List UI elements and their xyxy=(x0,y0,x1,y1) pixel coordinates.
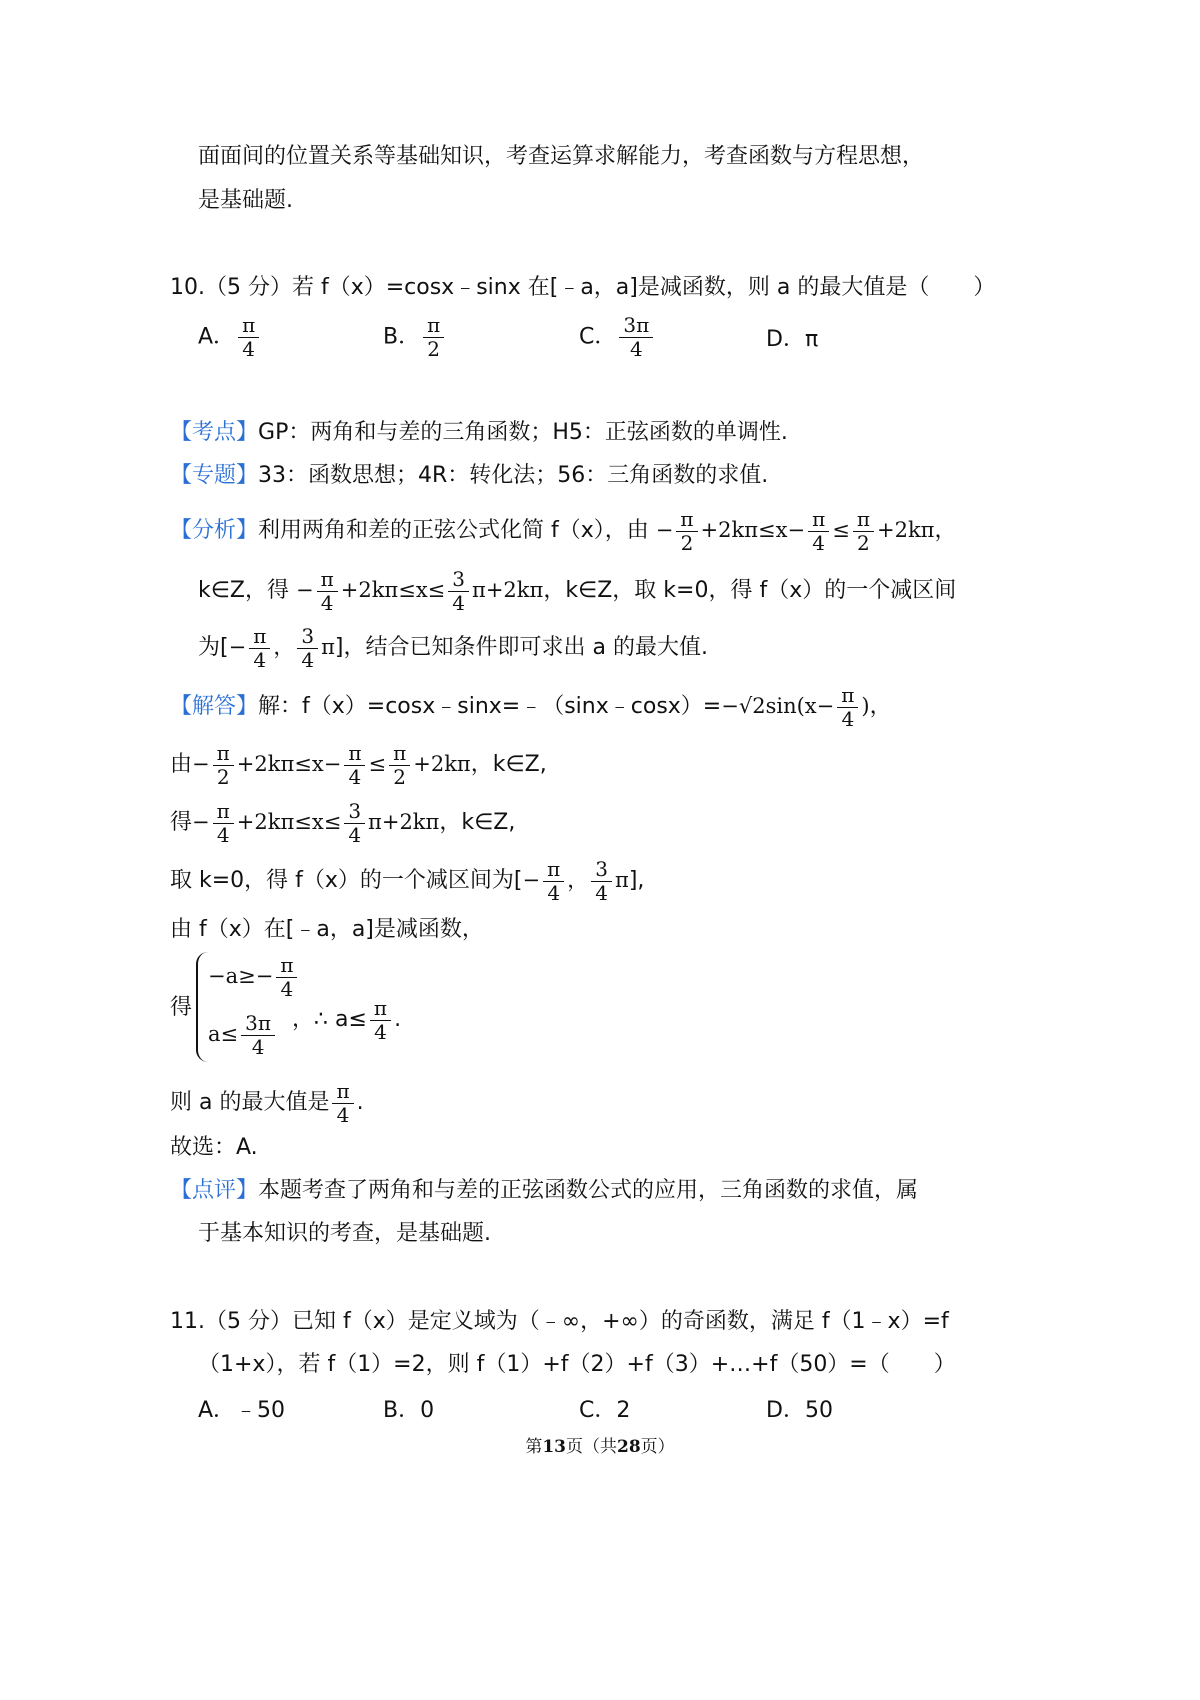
jieda-tag: 【解答】 xyxy=(170,694,259,719)
q10-sol-max: 则 a 的最大值是 $\frac{\pi}{4}$ . xyxy=(170,1079,364,1127)
q10-sol-step-2: 得− $\frac{\pi}{4}$ +2kπ≤x≤ $\frac{3}{4}$ π+2kπ，k∈Z, xyxy=(170,799,516,847)
prev-text-line-1: 面面间的位置关系等基础知识，考查运算求解能力，考查函数与方程思想， xyxy=(198,144,925,169)
q10-option-a[interactable]: A． $\frac{\pi}{4}$ xyxy=(198,314,262,361)
q10-sol-de-label: 得 xyxy=(170,995,193,1020)
prev-text-line-2: 是基础题. xyxy=(198,188,293,213)
page-number: 13 xyxy=(542,1437,566,1457)
q10-sol-step-3: 取 k=0，得 f（x）的一个减区间为[− $\frac{\pi}{4}$ ， $\frac{3}{4}$ π], xyxy=(170,857,645,905)
page-footer: 第13页（共28页） xyxy=(525,1437,675,1457)
fraction: $\frac{\pi}{2}$ xyxy=(423,314,444,361)
q10-inequality-system: −a≥− $\frac{\pi}{4}$ a≤ $\frac{3\pi}{4}$ xyxy=(196,952,306,1067)
q10-zhuanti: 【专题】33：函数思想；4R：转化法；56：三角函数的求值. xyxy=(170,463,769,488)
fenxi-tag: 【分析】 xyxy=(170,518,259,543)
q10-sol-step-1: 由− $\frac{\pi}{2}$ +2kπ≤x− $\frac{\pi}{4}$ ≤ $\frac{\pi}{2}$ +2kπ，k∈Z, xyxy=(170,741,547,789)
q11-stem-line-1: 11.（5 分）已知 f（x）是定义域为（﹣∞，+∞）的奇函数，满足 f（1﹣x）=f xyxy=(170,1309,949,1334)
fraction: $\frac{3\pi}{4}$ xyxy=(619,314,653,361)
q10-dianping-line-2: 于基本知识的考查，是基础题. xyxy=(198,1221,491,1246)
q10-option-d[interactable]: D．π xyxy=(766,327,819,352)
q11-option-b[interactable]: B．0 xyxy=(383,1398,435,1423)
q10-kaodian: 【考点】GP：两角和与差的三角函数；H5：正弦函数的单调性. xyxy=(170,420,788,445)
fraction: $\frac{\pi}{4}$ xyxy=(238,314,259,361)
dianping-tag: 【点评】 xyxy=(170,1178,259,1203)
q11-option-c[interactable]: C．2 xyxy=(579,1398,631,1423)
brace xyxy=(196,952,208,1062)
q10-option-b[interactable]: B． $\frac{\pi}{2}$ xyxy=(383,314,447,361)
q10-fenxi-line-1: 【分析】利用两角和差的正弦公式化简 f（x），由 − $\frac{\pi}{2}$ +2kπ≤x− $\frac{\pi}{4}$ ≤ $\frac{\pi}{2}$ +2kπ， xyxy=(170,507,957,555)
q10-stem: 10.（5 分）若 f（x）=cosx﹣sinx 在[﹣a，a]是减函数，则 a 的最大值是（ ） xyxy=(170,275,996,300)
q10-jieda-line-1: 【解答】解：f（x）=cosx﹣sinx=﹣（sinx﹣cosx）=−√2sin(x− $\frac{\pi}{4}$ )， xyxy=(170,683,892,731)
q10-dianping-line-1: 【点评】本题考查了两角和与差的正弦函数公式的应用，三角函数的求值，属 xyxy=(170,1178,919,1203)
q10-fenxi-line-2: k∈Z，得 − $\frac{\pi}{4}$ +2kπ≤x≤ $\frac{3}{4}$ π+2kπ，k∈Z，取 k=0，得 f（x）的一个减区间 xyxy=(198,567,957,615)
q10-sol-step-4: 由 f（x）在[﹣a，a]是减函数， xyxy=(170,917,484,942)
q10-sol-choice: 故选：A. xyxy=(170,1135,258,1160)
q10-sol-therefore: ，∴ a≤ $\frac{\pi}{4}$ . xyxy=(292,996,402,1044)
q11-stem-line-2: （1+x），若 f（1）=2，则 f（1）+f（2）+f（3）+…+f（50）=（ ） xyxy=(198,1352,956,1377)
page-total: 28 xyxy=(617,1437,641,1457)
q11-option-a[interactable]: A．﹣50 xyxy=(198,1398,286,1423)
zhuanti-tag: 【专题】 xyxy=(170,463,259,488)
q10-option-c[interactable]: C． $\frac{3\pi}{4}$ xyxy=(579,314,656,361)
kaodian-tag: 【考点】 xyxy=(170,420,259,445)
q10-fenxi-line-3: 为[− $\frac{\pi}{4}$ ， $\frac{3}{4}$ π]，结合已知条件即可求出 a 的最大值. xyxy=(198,624,708,672)
q11-option-d[interactable]: D．50 xyxy=(766,1398,833,1423)
